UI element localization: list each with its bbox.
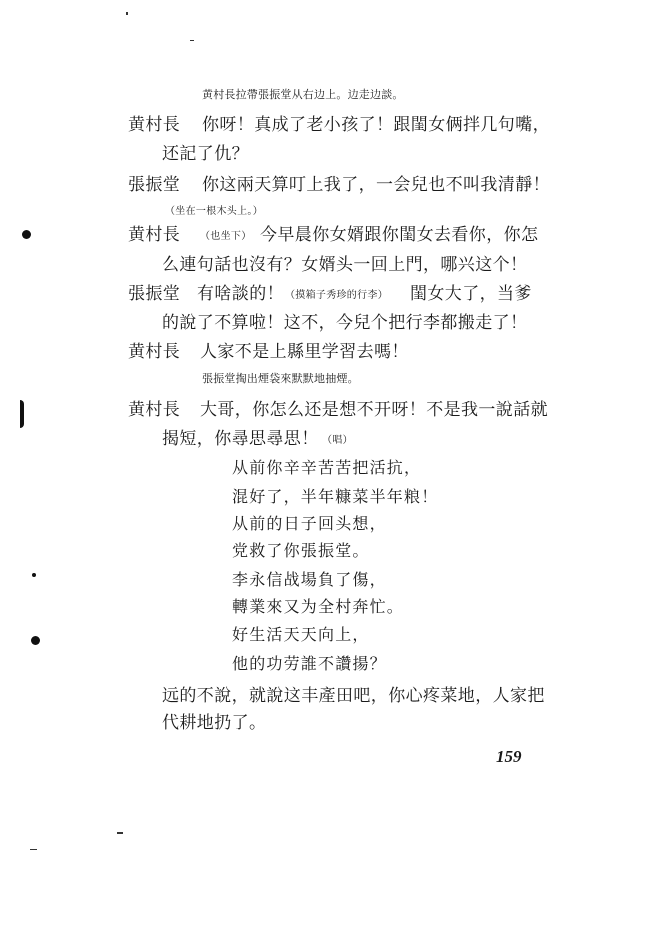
speaker-name: 黄村長 [128, 400, 181, 420]
speaker-name: 黄村長 [128, 342, 181, 362]
dialogue-text: 揭短，你尋思尋思！ [162, 429, 319, 449]
stage-note: （坐在一根木头上。） [165, 206, 263, 217]
scan-mark [126, 12, 128, 15]
verse-line: 党救了你張振堂。 [232, 541, 370, 560]
binding-hole [32, 573, 36, 577]
dialogue-text: 么連句話也沒有？女婿头一回上門，哪兴这个！ [162, 255, 528, 275]
stage-direction: 黄村長拉帶張振堂从右边上。边走边談。 [202, 88, 404, 101]
page-number: 159 [496, 747, 522, 766]
dialogue-text: 今早晨你女婿跟你閨女去看你，你怎 [260, 225, 539, 245]
dialogue-text: 你这兩天算叮上我了，一会兒也不叫我清靜！ [202, 175, 550, 195]
speaker-name: 黄村長 [128, 115, 181, 135]
speaker-name: 張振堂 [128, 284, 181, 304]
verse-line: 从前你辛辛苦苦把活抗， [232, 458, 422, 477]
dialogue-text: 閨女大了，当爹 [410, 284, 532, 304]
stage-direction: 張振堂掏出煙袋來默默地抽煙。 [202, 372, 359, 385]
verse-line: 好生活天天向上， [232, 625, 370, 644]
verse-line: 从前的日子回头想， [232, 514, 387, 533]
binding-mark [20, 400, 24, 428]
dialogue-text: 远的不說，就說这丰產田吧，你心疼菜地，人家把 [162, 686, 545, 706]
dialogue-text: 人家不是上縣里学習去嗎！ [200, 342, 409, 362]
stage-note: （唱） [322, 435, 353, 446]
scan-mark [117, 832, 123, 834]
scan-mark [190, 40, 194, 41]
dialogue-text: 的說了不算啦！这不，今兒个把行李都搬走了！ [162, 313, 528, 333]
dialogue-text: 大哥，你怎么还是想不开呀！不是我一說話就 [200, 400, 548, 420]
stage-note: （也坐下） [200, 231, 252, 242]
verse-line: 轉業來又为全村奔忙。 [232, 597, 405, 616]
binding-hole [31, 636, 40, 645]
dialogue-text: 有啥談的！ [197, 284, 284, 304]
dialogue-text: 你呀！真成了老小孩了！跟閨女俩拌几句嘴， [202, 115, 550, 135]
dialogue-text: 代耕地扔了。 [162, 713, 267, 733]
binding-hole [22, 230, 31, 239]
dialogue-text: 还記了仇？ [162, 144, 249, 164]
verse-line: 李永信战場負了傷， [232, 570, 387, 589]
stage-note: （摸箱子秀珍的行李） [285, 290, 388, 301]
verse-line: 他的功劳誰不讚揚？ [232, 654, 387, 673]
scan-mark [30, 849, 37, 850]
verse-line: 混好了，半年糠菜半年粮！ [232, 487, 439, 506]
speaker-name: 黄村長 [128, 225, 181, 245]
speaker-name: 張振堂 [128, 175, 181, 195]
